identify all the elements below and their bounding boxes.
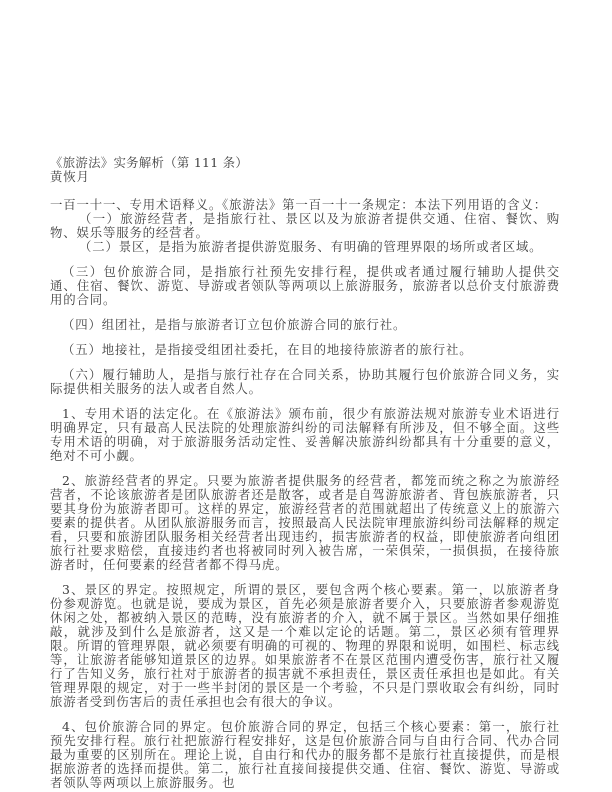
paragraph-term-5: （五）地接社，是指接受组团社委托，在目的地接待旅游者的旅行社。 <box>62 342 473 357</box>
document-title: 《旅游法》实务解析（第 111 条） <box>50 155 249 170</box>
paragraph-term-4: （四）组团社，是指与旅游者订立包价旅游合同的旅行社。 <box>62 317 407 332</box>
author-name: 黄恢月 <box>50 169 90 184</box>
paragraph-term-1: （一）旅游经营者，是指旅行社、景区以及为旅游者提供交通、住宿、餐饮、购物、娱乐等服务的经营者。 <box>50 211 560 240</box>
paragraph-analysis-1: 1、专用术语的法定化。在《旅游法》颁布前，很少有旅游法规对旅游专业术语进行明确界定，只有最高人民法院的处理旅游纠纷的司法解释有所涉及，但不够全面。这些专用术语的明确，对于旅游服务活动定性、妥善解决旅游纠纷都具有十分重要的意义，绝对不可小觑。 <box>50 406 560 463</box>
paragraph-analysis-4: 4、包价旅游合同的界定。包价旅游合同的界定，包括三个核心要素：第一，旅行社预先安排行程。旅行社把旅游行程安排好，这是包价旅游合同与自由行合同、代办合同最为重要的区别所在。理论上说，自由行和代办的服务都不是旅行社直接提供，而是根据旅游者的选择而提供。第二，旅行社直接间接提供交通、住宿、餐饮、游览、导游或者领队等两项以上旅游服务。也 <box>50 719 560 790</box>
paragraph-article-intro: 一百一十一、专用术语释义。《旅游法》第一百一十一条规定：本法下列用语的含义： <box>50 197 547 212</box>
document-content <box>50 156 560 790</box>
paragraph-term-3: （三）包价旅游合同，是指旅行社预先安排行程，提供或者通过履行辅助人提供交通、住宿、餐饮、游览、导游或者领队等两项以上旅游服务，旅游者以总价支付旅游费用的合同。 <box>50 264 560 307</box>
paragraph-analysis-2: 2、旅游经营者的界定。只要为旅游者提供服务的经营者，都笼而统之称之为旅游经营者，不论该旅游者是团队旅游者还是散客，或者是自驾游旅游者、背包族旅游者，只要其身份为旅游者即可。这样的界定，旅游经营者的范围就超出了传统意义上的旅游六要素的提供者。从团队旅游服务而言，按照最高人民法院审理旅游纠纷司法解释的规定看，只要和旅游团队服务相关经营者出现违约，损害旅游者的权益，即使旅游者向组团旅行社要求赔偿，直接违约者也将被同时列入被告席，一荣俱荣，一损俱损，在接待旅游者时，任何要素的经营者都不得马虎。 <box>50 473 560 572</box>
paragraph-term-2: （二）景区，是指为旅游者提供游览服务、有明确的管理界限的场所或者区域。 <box>79 239 543 254</box>
paragraph-term-6: （六）履行辅助人，是指与旅行社存在合同关系，协助其履行包价旅游合同义务，实际提供相关服务的法人或者自然人。 <box>50 367 560 396</box>
paragraph-analysis-3: 3、景区的界定。按照规定，所谓的景区，要包含两个核心要素。第一，以旅游者身份参观游览。也就是说，要成为景区，首先必须是旅游者要介入，只要旅游者参观游览休闲之处，都被纳入景区的范畴，没有旅游者的介入，就不属于景区。当然如果仔细推敲，就涉及到什么是旅游者，这又是一个难以定论的话题。第二，景区必须有管理界限。所谓的管理界限，就必须要有明确的可视的、物理的界限和说明，如围栏、标志线等，让旅游者能够知道景区的边界。如果旅游者不在景区范围内遭受伤害，旅行社又履行了告知义务，旅行社对于旅游者的损害就不承担责任，景区责任承担也是如此。有关管理界限的规定，对于一些半封闭的景区是一个考验，不只是门票收取会有纠纷，同时旅游者受到伤害后的责任承担也会有很大的争议。 <box>50 582 560 709</box>
